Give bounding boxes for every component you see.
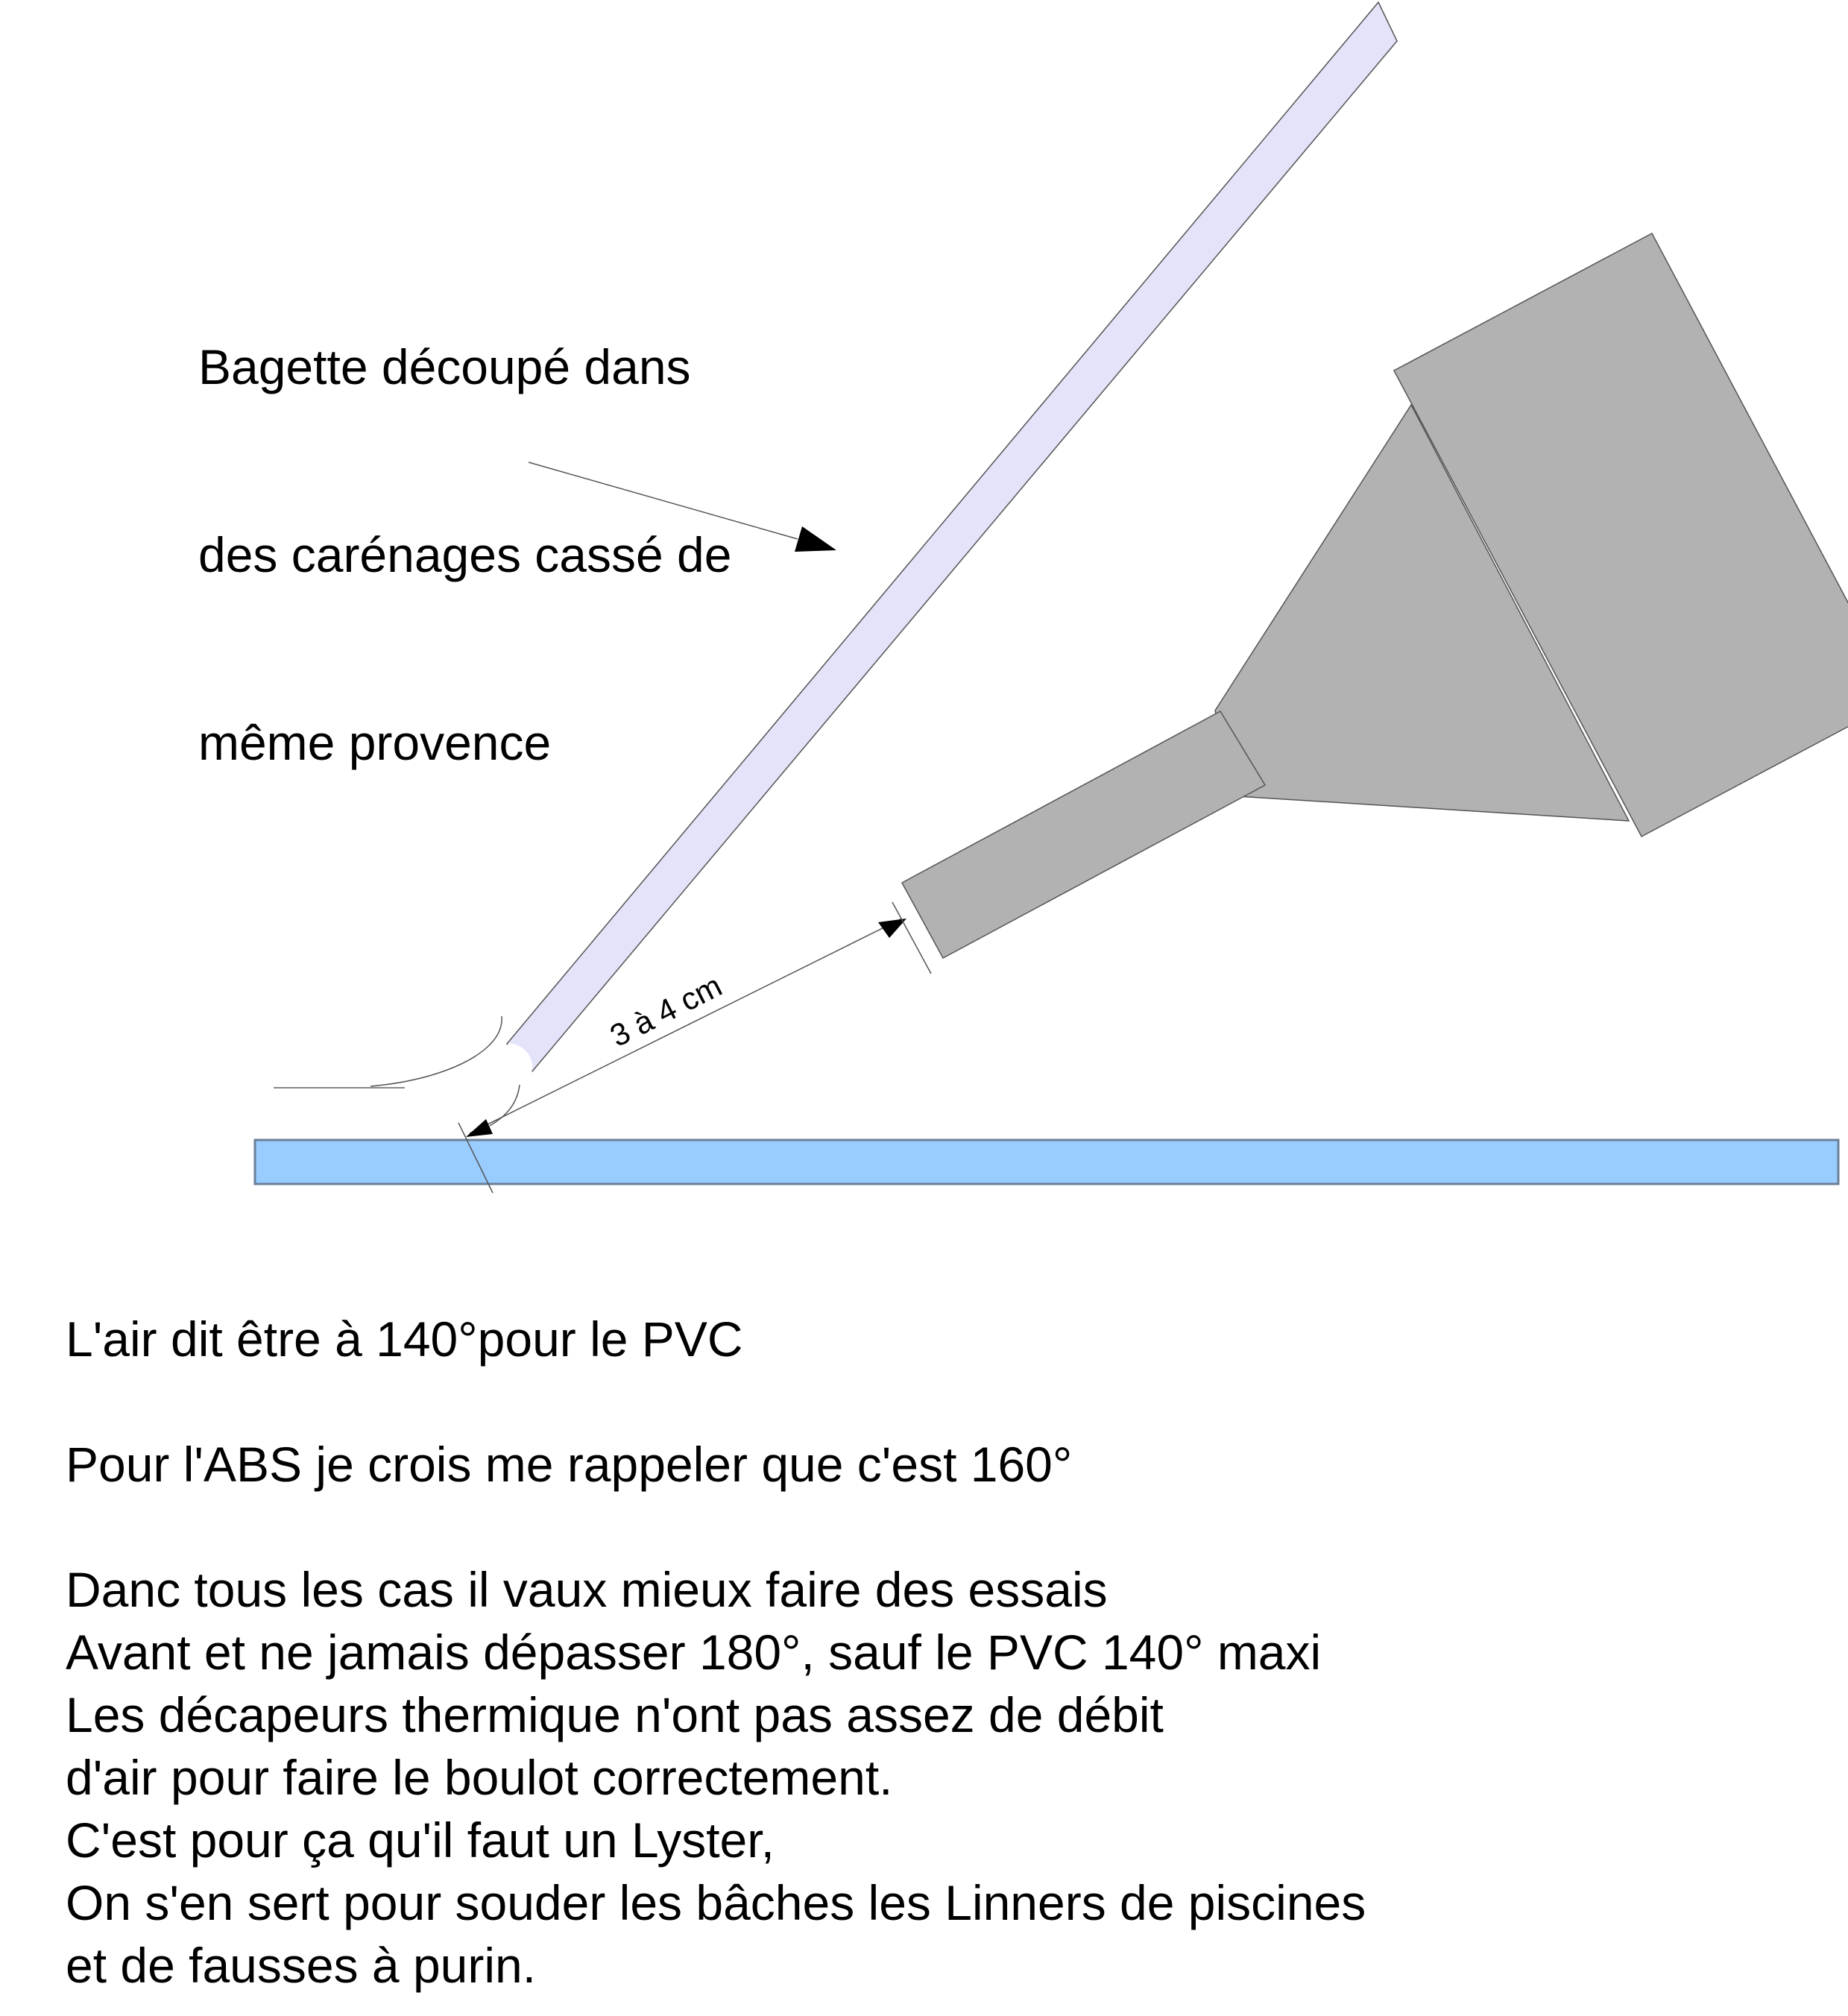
note-line: Les décapeurs thermique n'ont pas assez de débit <box>66 1687 1164 1742</box>
note-line: L'air dit être à 140°pour le PVC <box>66 1311 743 1367</box>
rod-curve-upper <box>370 1016 502 1086</box>
gun-nozzle <box>902 711 1265 958</box>
distance-label: 3 à 4 cm <box>604 968 728 1054</box>
note-line: Avant et ne jamais dépasser 180°, sauf le PVC 140° maxi <box>66 1625 1322 1680</box>
base-plate <box>255 1140 1838 1184</box>
note-line: Pour l'ABS je crois me rappeler que c'est 160° <box>66 1437 1073 1492</box>
rod-pointer-arrowhead <box>795 526 836 552</box>
rod-label-line: Bagette découpé dans <box>198 339 691 394</box>
rod-label-line: des carénages cassé de <box>198 527 732 582</box>
note-line: d'air pour faire le boulot correctement. <box>66 1750 893 1805</box>
rod-label <box>198 210 731 837</box>
note-line: et de fausses à purin. <box>66 1938 537 1993</box>
note-line: On s'en sert pour souder les bâches les Linners de piscines <box>66 1875 1366 1930</box>
note-line: Danc tous les cas il vaux mieux faire des essais <box>66 1562 1108 1617</box>
dimension-arrowhead-start <box>466 1119 493 1137</box>
rod-curve-lower <box>490 1085 520 1126</box>
note-line: C'est pour ça qu'il faut un Lyster, <box>66 1812 775 1868</box>
rod-label-line: même provence <box>198 715 552 770</box>
